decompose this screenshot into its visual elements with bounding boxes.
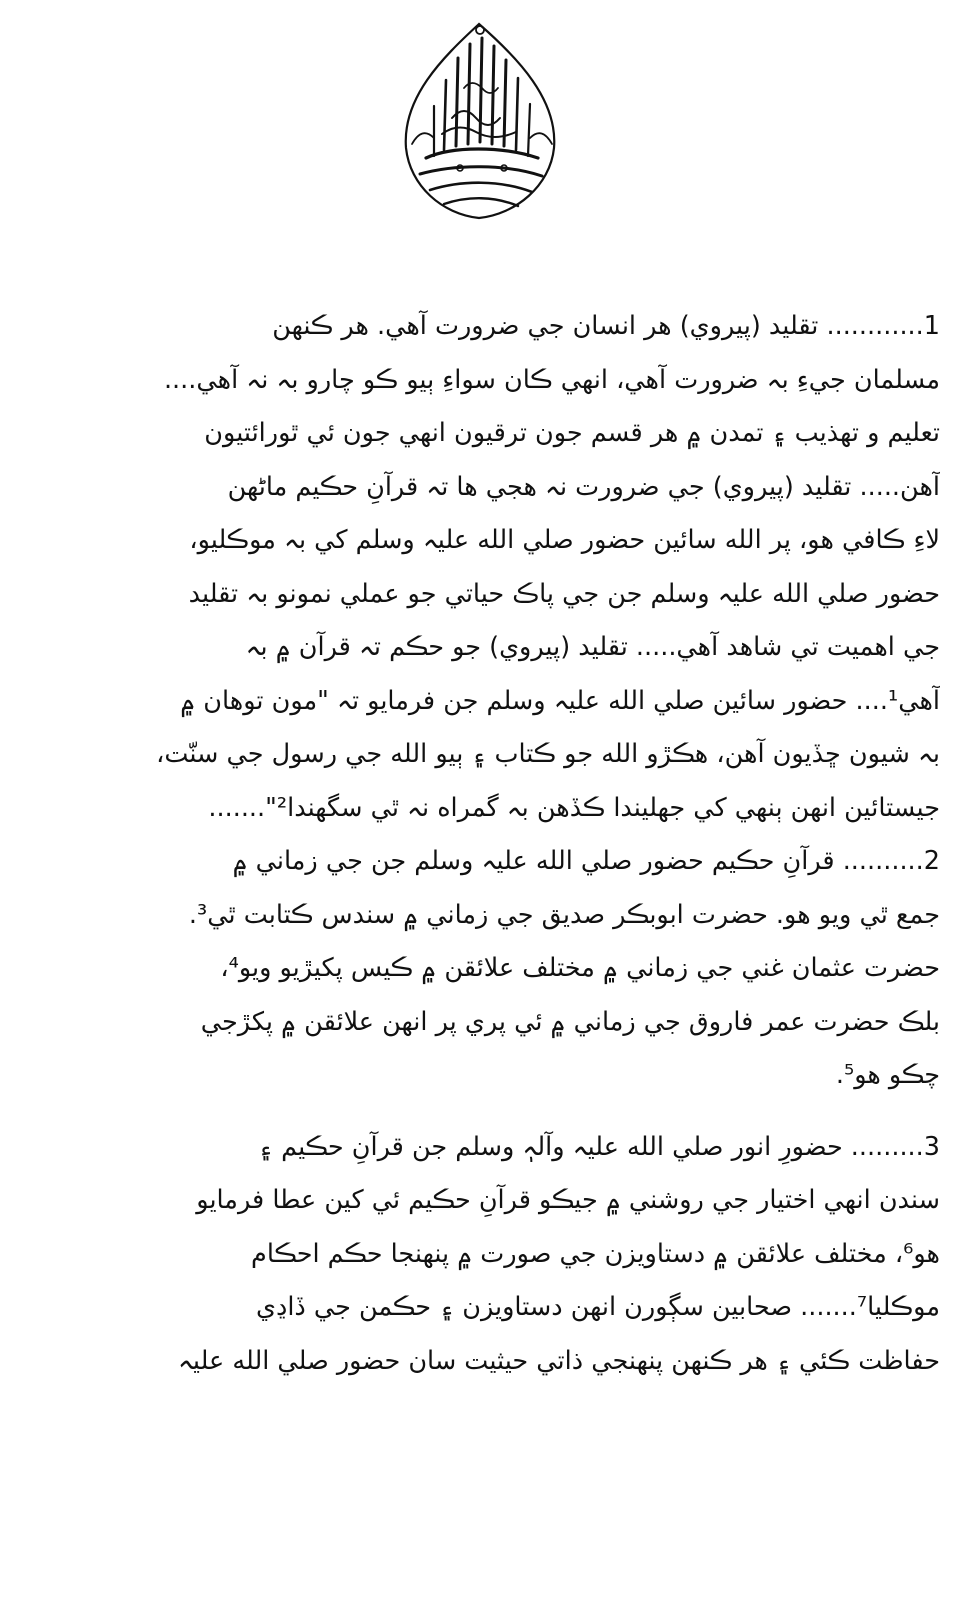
text-line: 2.......... قرآنِ حڪيم حضور صلي الله عليہ وسلم جن جي زماني ۾ [232,846,940,876]
text-line: 3......... حضورِ انور صلي الله عليہ وآلہٖ وسلم جن قرآنِ حڪيم ۽ [258,1131,940,1162]
text-line: هو⁶، مختلف علائقن ۾ دستاويزن جي صورت ۾ پنهنجا حڪم احڪام [251,1238,940,1269]
paragraph-2 [40,835,940,1103]
text-line: آهي¹.... حضور سائين صلي الله عليہ وسلم جن فرمايو تہ "مون توهان ۾ [180,685,940,716]
text-line: حضرت عثمان غني جي زماني ۾ مختلف علائقن ۾ ڪيس پکيڙيو ويو⁴، [220,953,940,983]
text-line: جمع ٿي ويو هو. حضرت ابوبڪر صديق جي زماني ۾ سندس ڪتابت ٿي³. [188,899,940,930]
paragraph-3 [40,1121,940,1389]
document-body [40,300,940,1388]
text-line: چڪو هو⁵. [835,1060,940,1090]
text-line: بلڪ حضرت عمر فاروق جي زماني ۾ ئي پري پر انهن علائقن ۾ پکڙجي [200,1006,940,1037]
paragraph-spacer [40,1103,940,1121]
text-line: مسلمان جيءِ بہ ضرورت آهي، انهي ڪان سواءِ ٻيو ڪو چارو بہ نہ آهي.... [163,364,940,395]
text-line: آهن..... تقليد (پيروي) جي ضرورت نہ هجي ها تہ قرآنِ حڪيم ماڻهن [227,471,940,502]
text-line: لاءِ ڪافي هو، پر الله سائين حضور صلي الله عليہ وسلم کي بہ موڪليو، [189,525,940,555]
text-line: موڪليا⁷....... صحابين سڳورن انهن دستاويزن ۽ حڪمن جي ڏاڍي [256,1292,940,1322]
text-line: جيستائين انهن ٻنهي کي جهليندا ڪڏهن بہ گمراه نہ ٿي سگهندا²"....... [208,792,940,823]
paragraph-1 [40,300,940,835]
calligraphy-emblem [372,18,586,230]
text-line: سندن انهي اختيار جي روشني ۾ جيڪو قرآنِ حڪيم ئي کين عطا فرمايو [196,1185,940,1215]
text-line: جي اهميت تي شاهد آهي..... تقليد (پيروي) جو حڪم تہ قرآن ۾ بہ [245,632,940,662]
text-line: 1............ تقليد (پيروي) هر انسان جي ضرورت آهي. هر ڪنهن [272,311,940,341]
text-line: حفاظت ڪئي ۽ هر ڪنهن پنهنجي ذاتي حيثيت سان حضور صلي الله عليہ [177,1345,940,1376]
text-line: تعليم و تهذيب ۽ تمدن ۾ هر قسم جون ترقيون انهي جون ئي ٿورائتيون [204,418,940,448]
calligraphy-emblem-icon [372,18,586,230]
text-line: حضور صلي الله عليہ وسلم جن جي پاڪ حياتي جو عملي نمونو بہ تقليد [188,578,940,609]
text-line: بہ شيون ڇڏيون آهن، هڪڙو الله جو ڪتاب ۽ ٻيو الله جي رسول جي سنّت، [156,739,940,769]
